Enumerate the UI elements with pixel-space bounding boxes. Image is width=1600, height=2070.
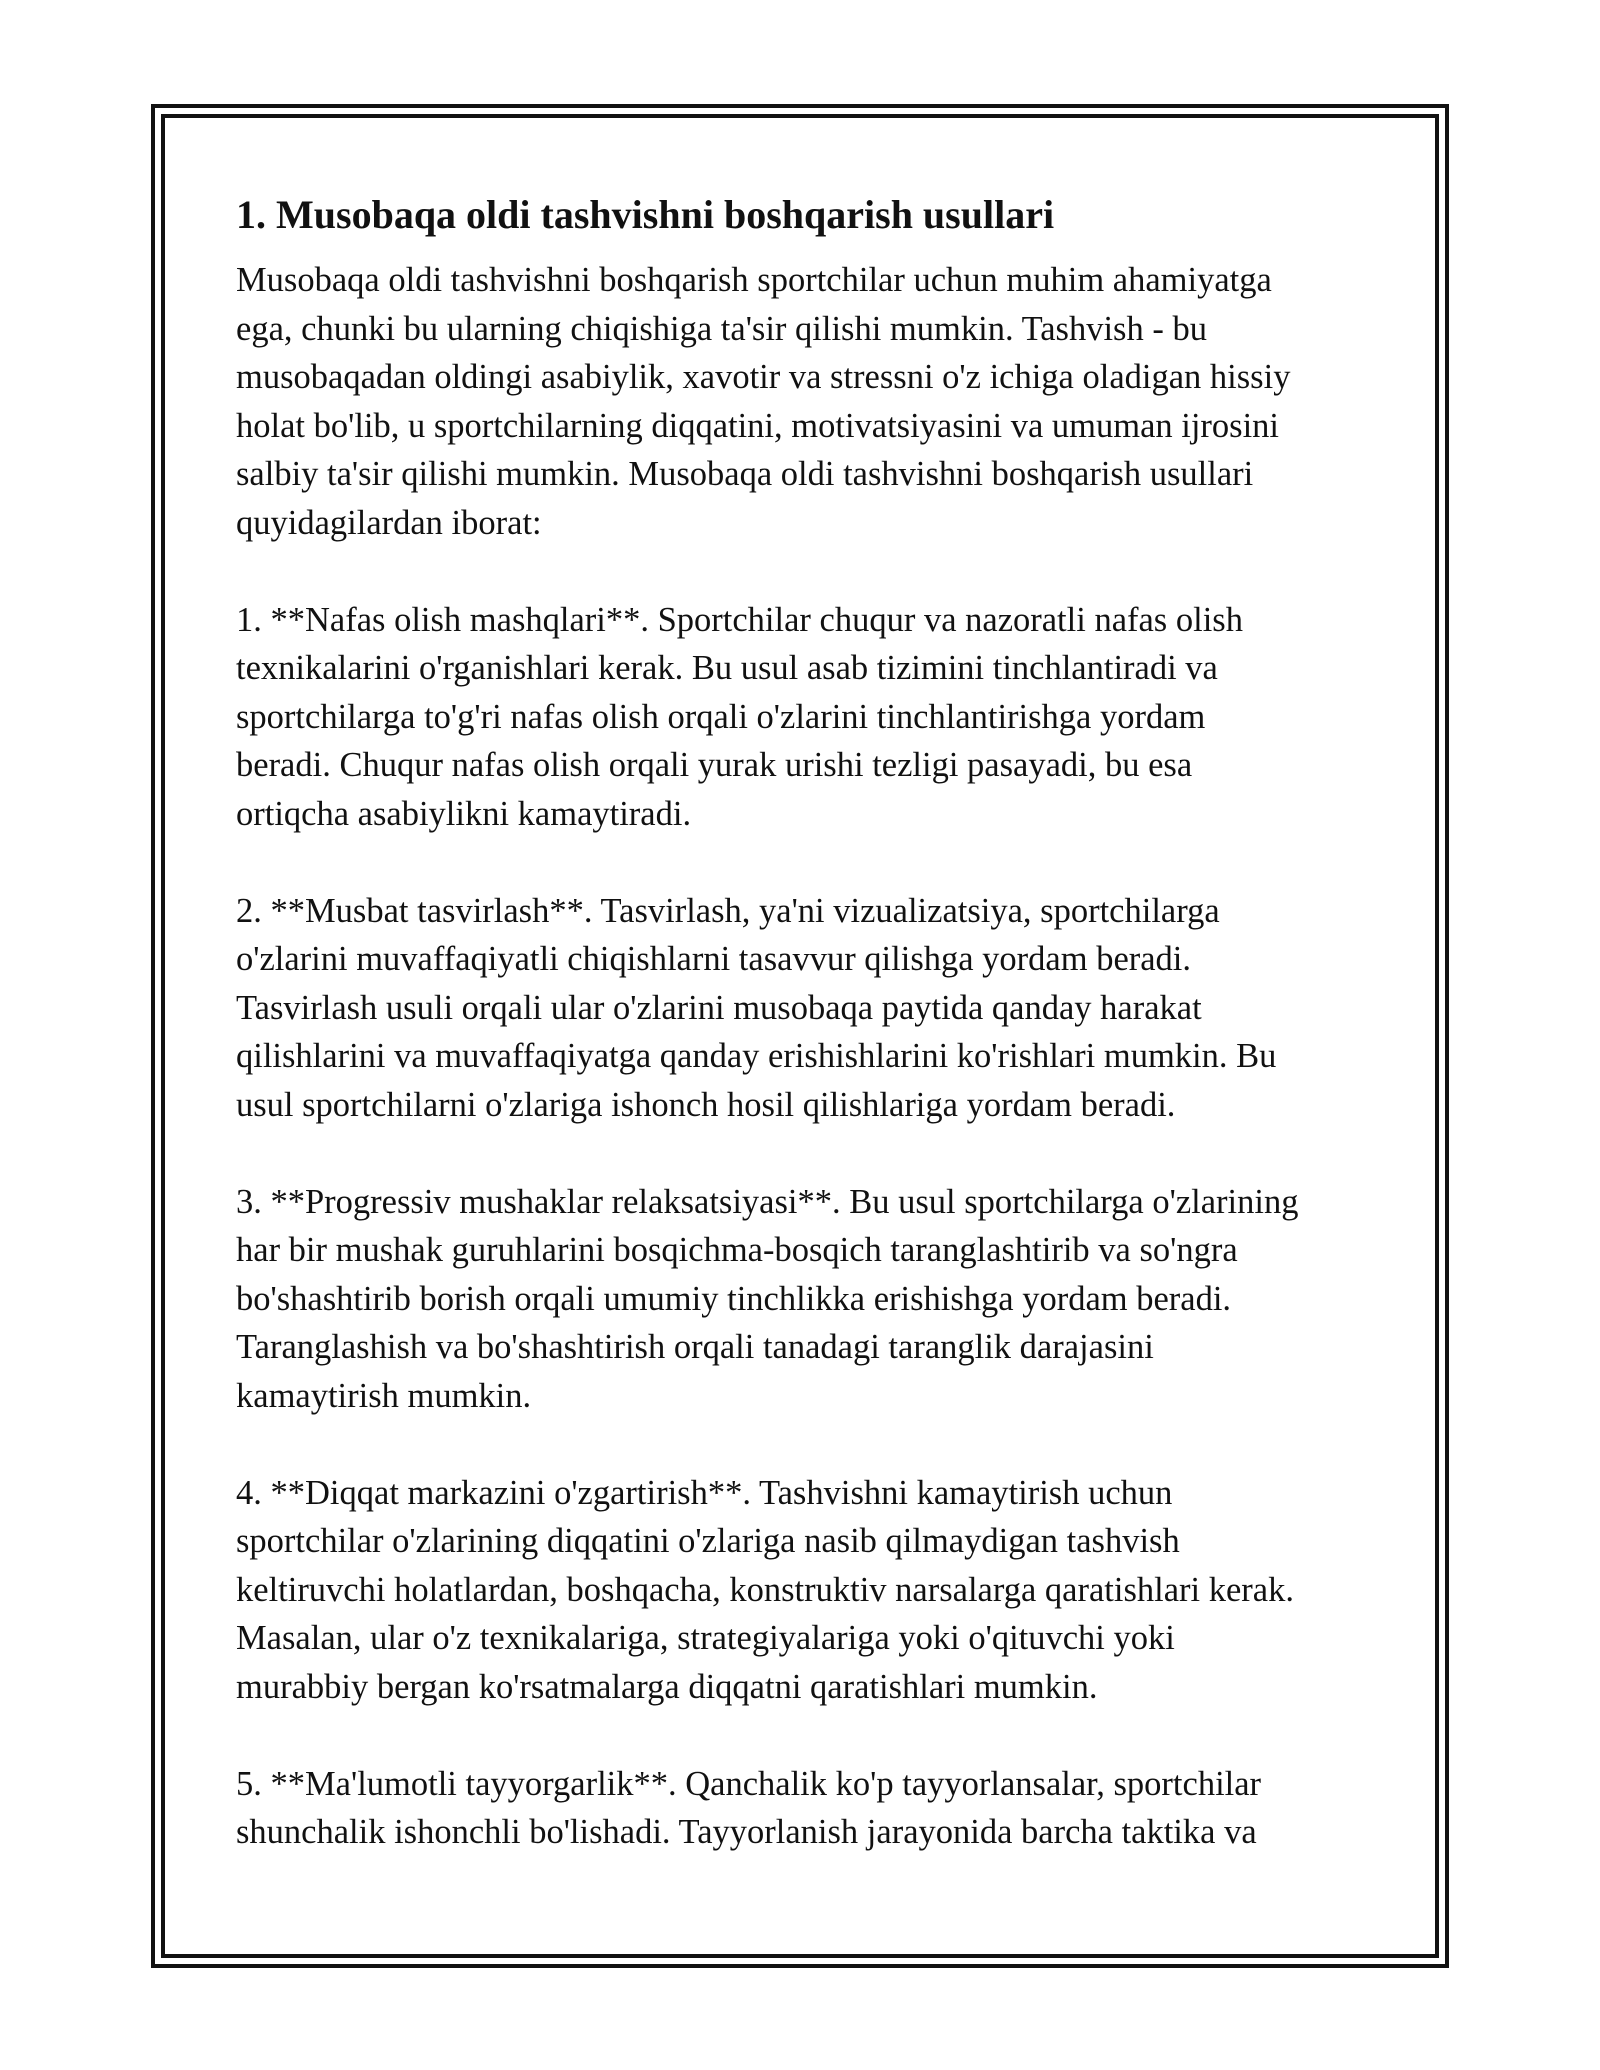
text-line: Musobaqa oldi tashvishni boshqarish sportchilar uchun muhim ahamiyatga bbox=[236, 261, 1272, 299]
text-line: shunchalik ishonchli bo'lishadi. Tayyorlanish jarayonida barcha taktika va bbox=[236, 1813, 1257, 1851]
paragraph-item-5 bbox=[236, 1760, 1376, 1857]
text-line: usul sportchilarni o'zlariga ishonch hosil qilishlariga yordam beradi. bbox=[236, 1085, 1176, 1124]
text-line: har bir mushak guruhlarini bosqichma-bosqich taranglashtirib va so'ngra bbox=[236, 1231, 1238, 1269]
paragraph-item-4 bbox=[236, 1469, 1376, 1712]
document-title: 1. Musobaqa oldi tashvishni boshqarish usullari bbox=[236, 192, 1055, 237]
text-line: o'zlarini muvaffaqiyatli chiqishlarni tasavvur qilishga yordam beradi. bbox=[236, 940, 1192, 978]
text-line: Masalan, ular o'z texnikalariga, strategiyalariga yoki o'qituvchi yoki bbox=[236, 1619, 1175, 1657]
text-line: salbiy ta'sir qilishi mumkin. Musobaqa oldi tashvishni boshqarish usullari bbox=[236, 455, 1254, 493]
text-line: 3. **Progressiv mushaklar relaksatsiyasi**. Bu usul sportchilarga o'zlarining bbox=[236, 1182, 1299, 1221]
paragraph-item-2 bbox=[236, 887, 1376, 1130]
text-line: holat bo'lib, u sportchilarning diqqatini, motivatsiyasini va umuman ijrosini bbox=[236, 406, 1280, 445]
text-line: sportchilarga to'g'ri nafas olish orqali o'zlarini tinchlantirishga yordam bbox=[236, 697, 1206, 736]
paragraph-item-1 bbox=[236, 596, 1376, 839]
text-line: murabbiy bergan ko'rsatmalarga diqqatni qaratishlari mumkin. bbox=[236, 1667, 1098, 1706]
text-line: sportchilar o'zlarining diqqatini o'zlariga nasib qilmaydigan tashvish bbox=[236, 1522, 1180, 1560]
paragraph-intro bbox=[236, 256, 1376, 547]
text-line: Tasvirlash usuli orqali ular o'zlarini musobaqa paytida qanday harakat bbox=[236, 988, 1202, 1027]
document-body bbox=[236, 190, 1376, 1905]
text-line: 4. **Diqqat markazini o'zgartirish**. Tashvishni kamaytirish uchun bbox=[236, 1473, 1173, 1512]
text-line: beradi. Chuqur nafas olish orqali yurak urishi tezligi pasayadi, bu esa bbox=[236, 746, 1193, 784]
text-line: ega, chunki bu ularning chiqishiga ta'sir qilishi mumkin. Tashvish - bu bbox=[236, 309, 1207, 348]
text-line: texnikalarini o'rganishlari kerak. Bu usul asab tizimini tinchlantiradi va bbox=[236, 649, 1218, 687]
text-line: 1. **Nafas olish mashqlari**. Sportchilar chuqur va nazoratli nafas olish bbox=[236, 600, 1243, 639]
text-line: bo'shashtirib borish orqali umumiy tinchlikka erishishga yordam beradi. bbox=[236, 1279, 1232, 1318]
text-line: qilishlarini va muvaffaqiyatga qanday erishishlarini ko'rishlari mumkin. Bu bbox=[236, 1037, 1277, 1075]
text-line: 5. **Ma'lumotli tayyorgarlik**. Qanchalik ko'p tayyorlansalar, sportchilar bbox=[236, 1764, 1262, 1803]
text-line: ortiqcha asabiylikni kamaytiradi. bbox=[236, 794, 692, 833]
text-line: keltiruvchi holatlardan, boshqacha, konstruktiv narsalarga qaratishlari kerak. bbox=[236, 1570, 1294, 1609]
text-line: 2. **Musbat tasvirlash**. Tasvirlash, ya'ni vizualizatsiya, sportchilarga bbox=[236, 891, 1220, 930]
text-line: quyidagilardan iborat: bbox=[236, 503, 542, 542]
paragraph-item-3 bbox=[236, 1178, 1376, 1421]
text-line: musobaqadan oldingi asabiylik, xavotir va stressni o'z ichiga oladigan hissiy bbox=[236, 358, 1291, 396]
text-line: Taranglashish va bo'shashtirish orqali tanadagi taranglik darajasini bbox=[236, 1328, 1154, 1366]
text-line: kamaytirish mumkin. bbox=[236, 1376, 532, 1415]
